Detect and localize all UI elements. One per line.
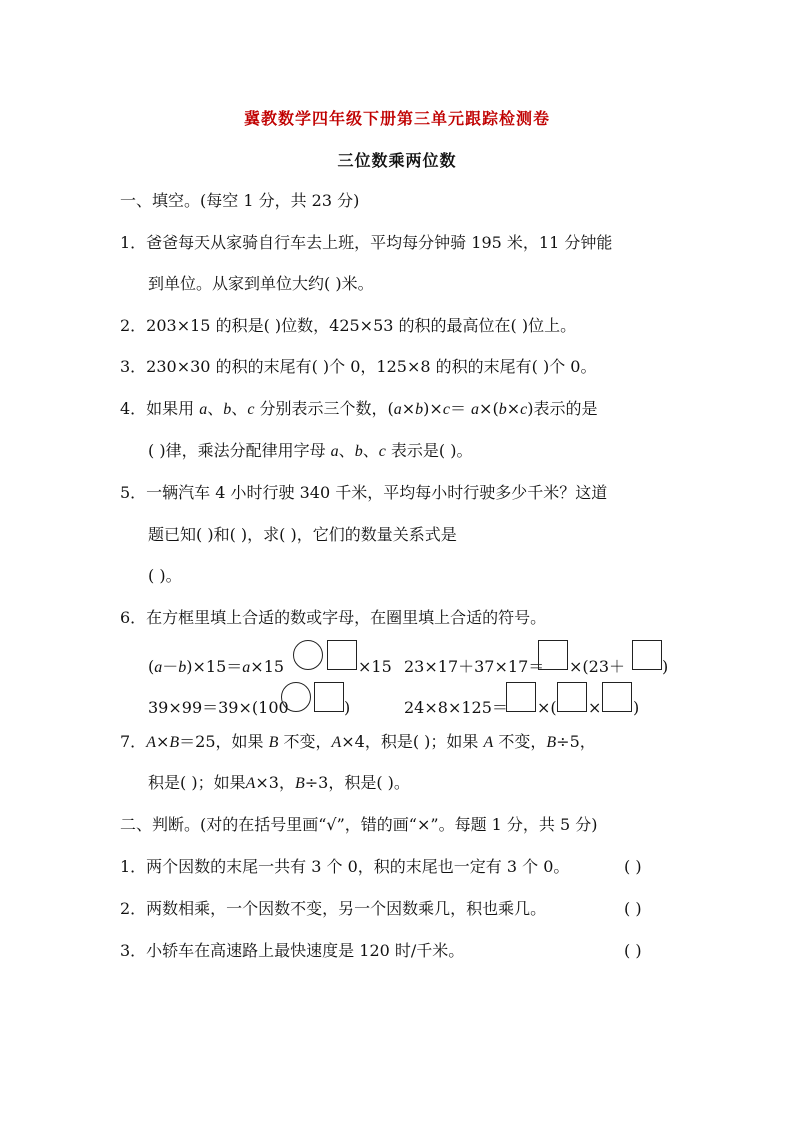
- question-4-line-2: [148, 440, 472, 463]
- var-b: b: [498, 401, 507, 418]
- question-5-line-3: ( )。: [148, 566, 182, 585]
- q7-text: ×3，: [255, 773, 295, 792]
- q6-text: ×(: [537, 698, 557, 717]
- judge-question-1: 1．两个因数的末尾一共有 3 个 0，积的末尾也一定有 3 个 0。: [120, 857, 570, 876]
- q6-row1-right-text: 23×17＋37×17＝: [404, 657, 545, 676]
- answer-box[interactable]: [602, 682, 632, 712]
- var-B: B: [169, 734, 180, 751]
- q6-row2-left-text: 39×99＝39×(100: [148, 698, 289, 717]
- q6-row2-right-text: 24×8×125＝: [404, 698, 508, 717]
- answer-box[interactable]: [538, 640, 568, 670]
- q4-op: ×(: [479, 399, 499, 418]
- q7-number: 7．: [120, 732, 147, 751]
- q4-op: ×: [401, 399, 416, 418]
- judge-answer-paren-3[interactable]: ( ): [624, 941, 642, 960]
- question-7-line-2: [148, 772, 410, 795]
- q4-line2a: ( )律，乘法分配律用字母: [148, 441, 331, 460]
- var-b: b: [178, 659, 187, 676]
- q6-row1-left-text: [148, 656, 284, 679]
- worksheet-subtitle: 三位数乘两位数: [337, 151, 457, 170]
- var-A: A: [331, 734, 342, 751]
- var-B: B: [546, 734, 557, 751]
- var-a: a: [154, 659, 163, 676]
- var-a: a: [393, 401, 402, 418]
- q7-text: ÷5，: [556, 732, 596, 751]
- q4-sep: 、: [231, 399, 248, 418]
- q6-minus: －: [162, 657, 179, 676]
- q4-op: )×: [423, 399, 443, 418]
- var-a: a: [199, 401, 208, 418]
- q6-text: ): [662, 657, 669, 676]
- judge-answer-paren-1[interactable]: ( ): [624, 857, 642, 876]
- var-a: a: [242, 659, 251, 676]
- judge-question-2: 2．两数相乘，一个因数不变，另一个因数乘几，积也乘几。: [120, 899, 547, 918]
- q6-text: ×(23＋: [569, 657, 626, 676]
- judge-question-3: 3．小轿车在高速路上最快速度是 120 时/千米。: [120, 941, 465, 960]
- q6-text: ): [633, 698, 640, 717]
- answer-box[interactable]: [506, 682, 536, 712]
- var-a: a: [471, 401, 480, 418]
- question-5-line-2: 题已知( )和( )，求( )，它们的数量关系式是: [148, 525, 457, 544]
- q4-sep: 、: [207, 399, 224, 418]
- var-a: a: [330, 443, 339, 460]
- var-B: B: [268, 734, 279, 751]
- q4-eq: ＝: [449, 399, 472, 418]
- q7-text: ＝25，如果: [179, 732, 269, 751]
- q7-op: ×: [155, 732, 170, 751]
- q6-text: )×15＝: [186, 657, 243, 676]
- q7-text: 积是( )；如果: [148, 773, 246, 792]
- q6-text: ×15: [358, 657, 392, 676]
- question-5-line-1: 5．一辆汽车 4 小时行驶 340 千米，平均每小时行驶多少千米？这道: [120, 483, 608, 502]
- worksheet-title: 冀教数学四年级下册第三单元跟踪检测卷: [243, 109, 550, 128]
- section-2-heading: 二、判断。(对的在括号里画“√”，错的画“×”。每题 1 分，共 5 分): [120, 815, 598, 834]
- question-1-line-1: 1．爸爸每天从家骑自行车去上班，平均每分钟骑 195 米，11 分钟能: [120, 233, 613, 252]
- q4-line2b: 表示是( )。: [385, 441, 473, 460]
- var-b: b: [223, 401, 232, 418]
- q4-mid: 分别表示三个数，(: [254, 399, 394, 418]
- q7-text: 不变，: [493, 732, 547, 751]
- question-7-line-1: [120, 731, 596, 754]
- var-A: A: [483, 734, 494, 751]
- section-1-heading: 一、填空。(每空 1 分，共 23 分): [120, 191, 360, 210]
- question-1-line-2: 到单位。从家到单位大约( )米。: [148, 274, 374, 293]
- var-A: A: [146, 734, 156, 751]
- var-c: c: [247, 401, 255, 418]
- question-4-line-1: [120, 398, 597, 421]
- var-A: A: [245, 775, 256, 792]
- q4-op: ×: [506, 399, 521, 418]
- q6-paren: (: [148, 657, 155, 676]
- q6-text: ): [344, 698, 351, 717]
- q4-sep: 、: [338, 441, 355, 460]
- q4-prefix: 4．如果用: [120, 399, 200, 418]
- var-b: b: [354, 443, 363, 460]
- q6-text: ×: [588, 698, 602, 717]
- question-6-instruction: 6．在方框里填上合适的数或字母，在圈里填上合适的符号。: [120, 608, 547, 627]
- answer-box[interactable]: [314, 682, 344, 712]
- q4-suffix: )表示的是: [527, 399, 598, 418]
- question-3: 3．230×30 的积的末尾有( )个 0，125×8 的积的末尾有( )个 0。: [120, 357, 597, 376]
- var-B: B: [294, 775, 305, 792]
- q4-sep: 、: [362, 441, 379, 460]
- answer-circle[interactable]: [293, 640, 323, 670]
- answer-circle[interactable]: [281, 682, 311, 712]
- var-c: c: [378, 443, 386, 460]
- var-c: c: [520, 401, 528, 418]
- var-c: c: [442, 401, 450, 418]
- answer-box[interactable]: [327, 640, 357, 670]
- answer-box[interactable]: [557, 682, 587, 712]
- q7-text: ×4，积是( )；如果: [341, 732, 484, 751]
- q7-text: 不变，: [278, 732, 332, 751]
- judge-answer-paren-2[interactable]: ( ): [624, 899, 642, 918]
- var-b: b: [415, 401, 424, 418]
- q7-text: ÷3，积是( )。: [304, 773, 410, 792]
- q6-text: ×15: [250, 657, 285, 676]
- answer-box[interactable]: [632, 640, 662, 670]
- question-2: 2．203×15 的积是( )位数，425×53 的积的最高位在( )位上。: [120, 316, 577, 335]
